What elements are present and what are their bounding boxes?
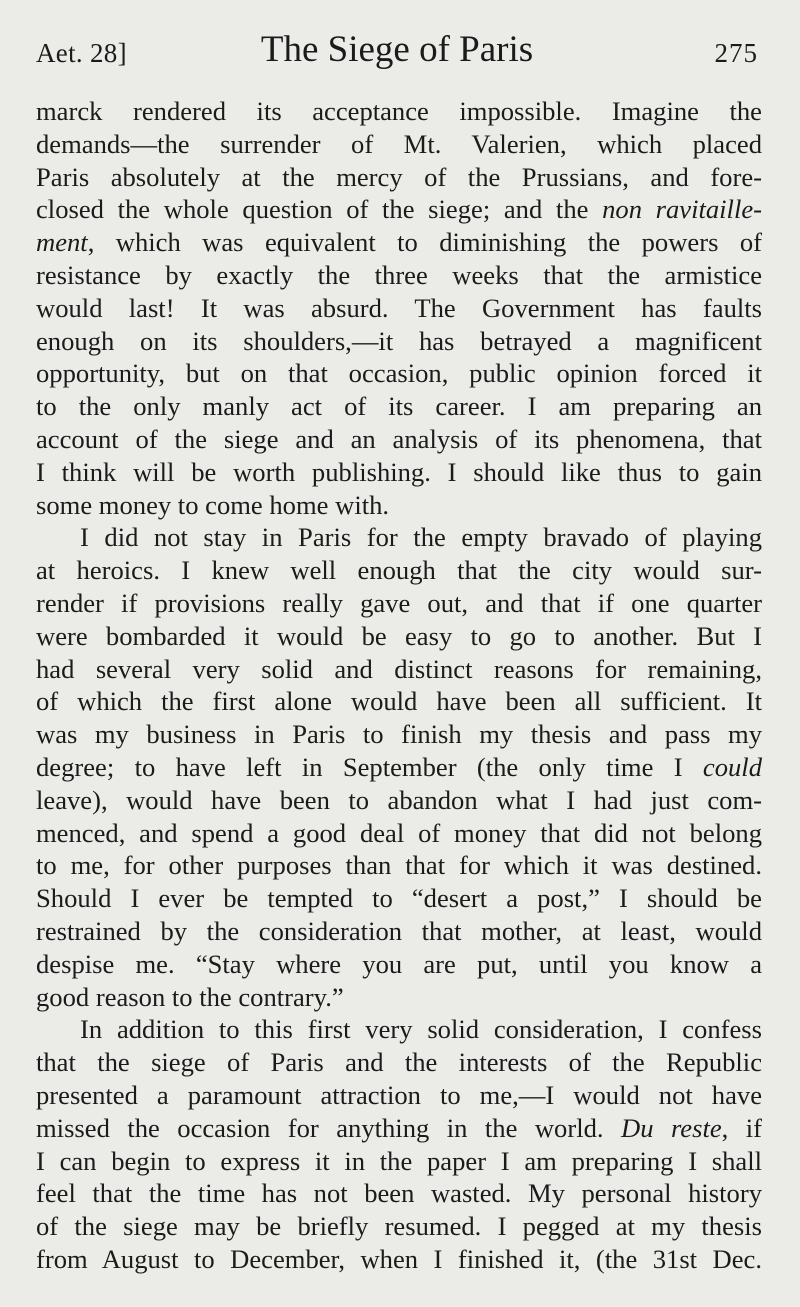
text-line: restrained by the consideration that mother, at least, would <box>36 915 762 946</box>
text-line: resistance by exactly the three weeks that the armistice <box>36 259 762 290</box>
text-line: enough on its shoulders,—it has betrayed a magnificent <box>36 325 762 356</box>
text-line: account of the siege and an analysis of its phenomena, that <box>36 423 762 454</box>
text-line: of the siege may be briefly resumed. I pegged at my thesis <box>36 1211 762 1242</box>
text-line: In addition to this first very solid consideration, I confess <box>80 1014 762 1045</box>
running-head-left: Aet. 28] <box>36 38 127 68</box>
text-line: some money to come home with. <box>36 489 390 520</box>
text-line: ment, which was equivalent to diminishing the powers of <box>36 227 762 258</box>
text-line: opportunity, but on that occasion, public opinion forced it <box>36 358 762 389</box>
page-number: 275 <box>714 38 758 68</box>
text-line: to the only manly act of its career. I am preparing an <box>36 391 762 422</box>
text-line: despise me. “Stay where you are put, until you know a <box>36 948 762 979</box>
text-line: Paris absolutely at the mercy of the Prussians, and fore- <box>36 161 762 192</box>
text-line: leave), would have been to abandon what I had just com- <box>36 784 762 815</box>
text-line: of which the first alone would have been all sufficient. It <box>36 686 762 717</box>
text-line: good reason to the contrary.” <box>36 981 344 1012</box>
text-line: that the siege of Paris and the interests of the Republic <box>36 1047 762 1078</box>
page-header <box>36 28 758 76</box>
text-line: feel that the time has not been wasted. My personal history <box>36 1178 762 1209</box>
text-line: to me, for other purposes than that for which it was destined. <box>36 850 762 881</box>
text-line: missed the occasion for anything in the world. Du reste, if <box>36 1112 763 1143</box>
text-line: would last! It was absurd. The Government has faults <box>36 292 762 323</box>
text-line: presented a paramount attraction to me,—I would not have <box>36 1079 762 1110</box>
text-line: degree; to have left in September (the only time I could <box>36 751 762 782</box>
text-line: had several very solid and distinct reasons for remaining, <box>36 653 762 684</box>
text-line: I did not stay in Paris for the empty bravado of playing <box>80 522 762 553</box>
body-text <box>36 95 762 1276</box>
text-line: marck rendered its acceptance impossible. Imagine the <box>36 96 762 126</box>
text-line: were bombarded it would be easy to go to another. But I <box>36 620 762 651</box>
running-title: The Siege of Paris <box>260 29 534 70</box>
text-line: at heroics. I knew well enough that the city would sur- <box>36 555 762 586</box>
text-line: demands—the surrender of Mt. Valerien, which placed <box>36 128 762 159</box>
text-line: was my business in Paris to finish my thesis and pass my <box>36 719 762 750</box>
text-line: I can begin to express it in the paper I am preparing I shall <box>36 1145 762 1176</box>
text-line: closed the whole question of the siege; and the non ravitaille- <box>36 194 762 225</box>
text-line: menced, and spend a good deal of money that did not belong <box>36 817 762 848</box>
text-line: Should I ever be tempted to “desert a post,” I should be <box>36 883 762 914</box>
text-line: I think will be worth publishing. I should like thus to gain <box>36 456 762 487</box>
text-line: from August to December, when I finished it, (the 31st Dec. <box>36 1243 762 1274</box>
text-line: render if provisions really gave out, and that if one quarter <box>36 587 762 618</box>
